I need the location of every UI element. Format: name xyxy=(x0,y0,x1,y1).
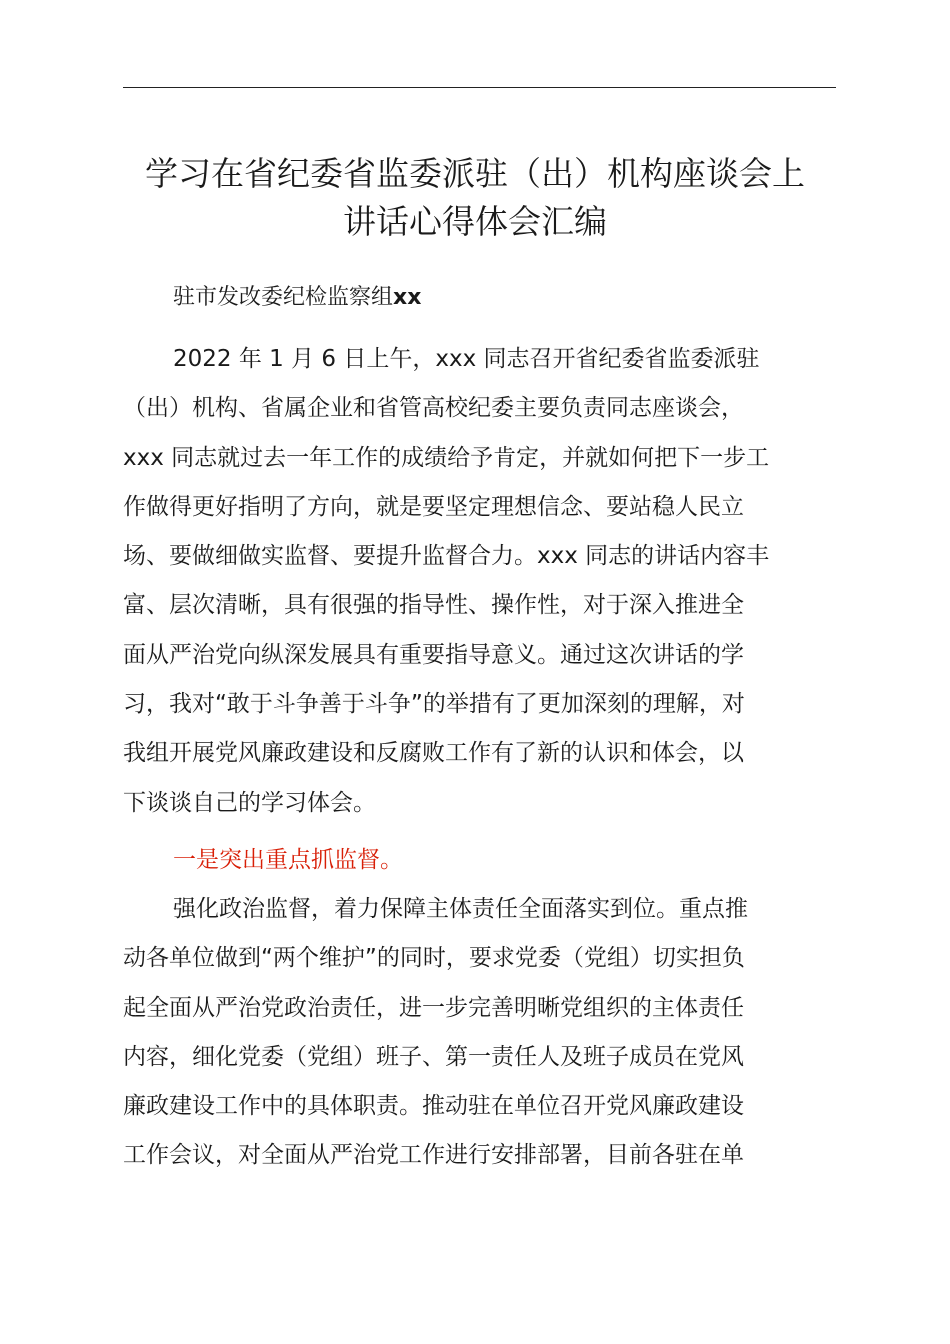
document-title xyxy=(100,150,850,246)
paragraph-line: （出）机构、省属企业和省管高校纪委主要负责同志座谈会， xyxy=(123,395,744,422)
paragraph-line: 廉政建设工作中的具体职责。推动驻在单位召开党风廉政建设 xyxy=(123,1093,744,1120)
paragraph-line: xxx 同志就过去一年工作的成绩给予肯定，并就如何把下一步工 xyxy=(123,444,770,471)
paragraph-section-1 xyxy=(123,885,843,1181)
header-rule xyxy=(123,87,836,88)
title-line-1: 学习在省纪委省监委派驻（出）机构座谈会上 xyxy=(145,154,805,193)
paragraph-line: 工作会议，对全面从严治党工作进行安排部署，目前各驻在单 xyxy=(123,1142,744,1169)
paragraph-line: 内容，细化党委（党组）班子、第一责任人及班子成员在党风 xyxy=(123,1043,744,1070)
author-affiliation: 驻市发改委纪检监察组 xyxy=(173,285,394,310)
paragraph-line: 2022 年 1 月 6 日上午，xxx 同志召开省纪委省监委派驻 xyxy=(173,346,760,372)
author-line xyxy=(173,282,421,314)
paragraph-line: 富、层次清晰，具有很强的指导性、操作性，对于深入推进全 xyxy=(123,592,744,619)
section-heading-1: 一是突出重点抓监督。 xyxy=(173,847,403,873)
paragraph-line: 动各单位做到“两个维护”的同时，要求党委（党组）切实担负 xyxy=(123,945,745,972)
paragraph-line: 我组开展党风廉政建设和反腐败工作有了新的认识和体会，以 xyxy=(123,740,744,767)
paragraph-line: 场、要做细做实监督、要提升监督合力。xxx 同志的讲话内容丰 xyxy=(123,543,770,570)
author-name: xx xyxy=(393,285,422,310)
paragraph-intro xyxy=(123,335,843,828)
paragraph-line: 起全面从严治党政治责任，进一步完善明晰党组织的主体责任 xyxy=(123,994,744,1021)
paragraph-line: 作做得更好指明了方向，就是要坚定理想信念、要站稳人民立 xyxy=(123,493,744,520)
paragraph-line: 强化政治监督，着力保障主体责任全面落实到位。重点推 xyxy=(173,896,748,922)
title-line-2: 讲话心得体会汇编 xyxy=(343,202,607,241)
paragraph-line: 面从严治党向纵深发展具有重要指导意义。通过这次讲话的学 xyxy=(123,641,744,668)
paragraph-line: 习，我对“敢于斗争善于斗争”的举措有了更加深刻的理解，对 xyxy=(123,691,745,718)
paragraph-line: 下谈谈自己的学习体会。 xyxy=(123,789,376,816)
